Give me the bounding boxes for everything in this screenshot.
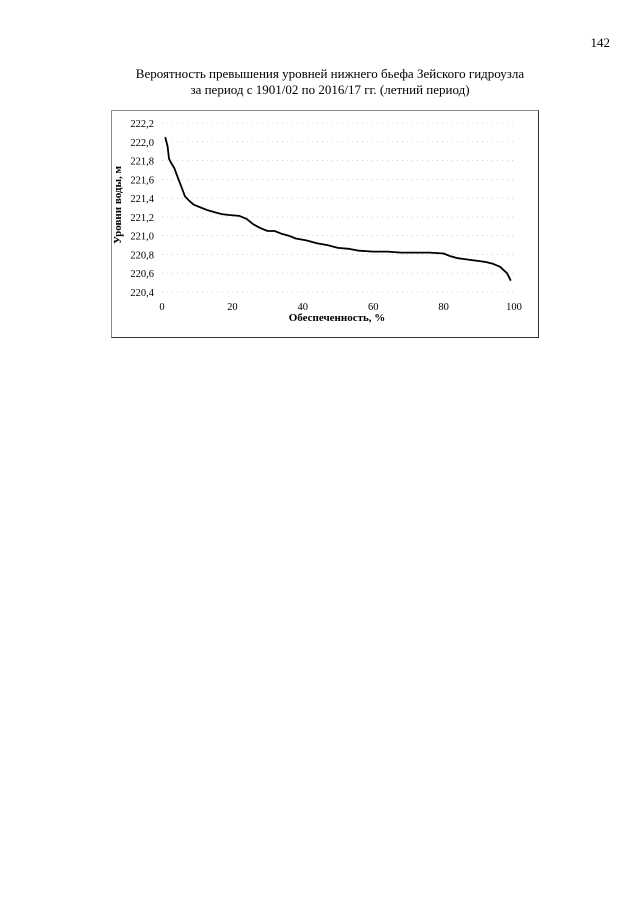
y-axis-title: Уровни воды, м <box>112 165 124 245</box>
y-tick-label: 221,4 <box>130 194 154 206</box>
y-tick-label: 222,0 <box>130 137 154 149</box>
y-tick-label: 220,6 <box>130 269 154 281</box>
x-tick-label: 60 <box>367 302 379 313</box>
y-tick-label: 221,2 <box>130 212 154 224</box>
page-number: 142 <box>590 35 610 50</box>
tick-layer <box>130 119 522 313</box>
y-tick-label: 220,8 <box>130 250 154 262</box>
chart-title: Вероятность превышения уровней нижнего бьефа Зейского гидроузла <box>135 66 525 81</box>
y-tick-label: 221,8 <box>130 156 154 168</box>
x-tick-label: 0 <box>159 302 165 313</box>
grid-layer <box>162 123 514 292</box>
x-tick-label: 100 <box>506 302 522 313</box>
x-tick-label: 20 <box>227 302 238 313</box>
series-layer <box>165 137 511 281</box>
x-tick-label: 80 <box>438 302 449 313</box>
x-axis-title: Обеспеченность, % <box>288 312 386 324</box>
y-tick-label: 221,0 <box>130 231 154 243</box>
x-tick-label: 40 <box>297 302 309 313</box>
series-line <box>165 137 511 281</box>
y-tick-label: 222,2 <box>130 119 154 130</box>
chart-subtitle: за период с 1901/02 по 2016/17 гг. (летний период) <box>190 82 470 97</box>
y-tick-label: 221,6 <box>130 175 154 187</box>
y-tick-label: 220,4 <box>130 288 154 299</box>
